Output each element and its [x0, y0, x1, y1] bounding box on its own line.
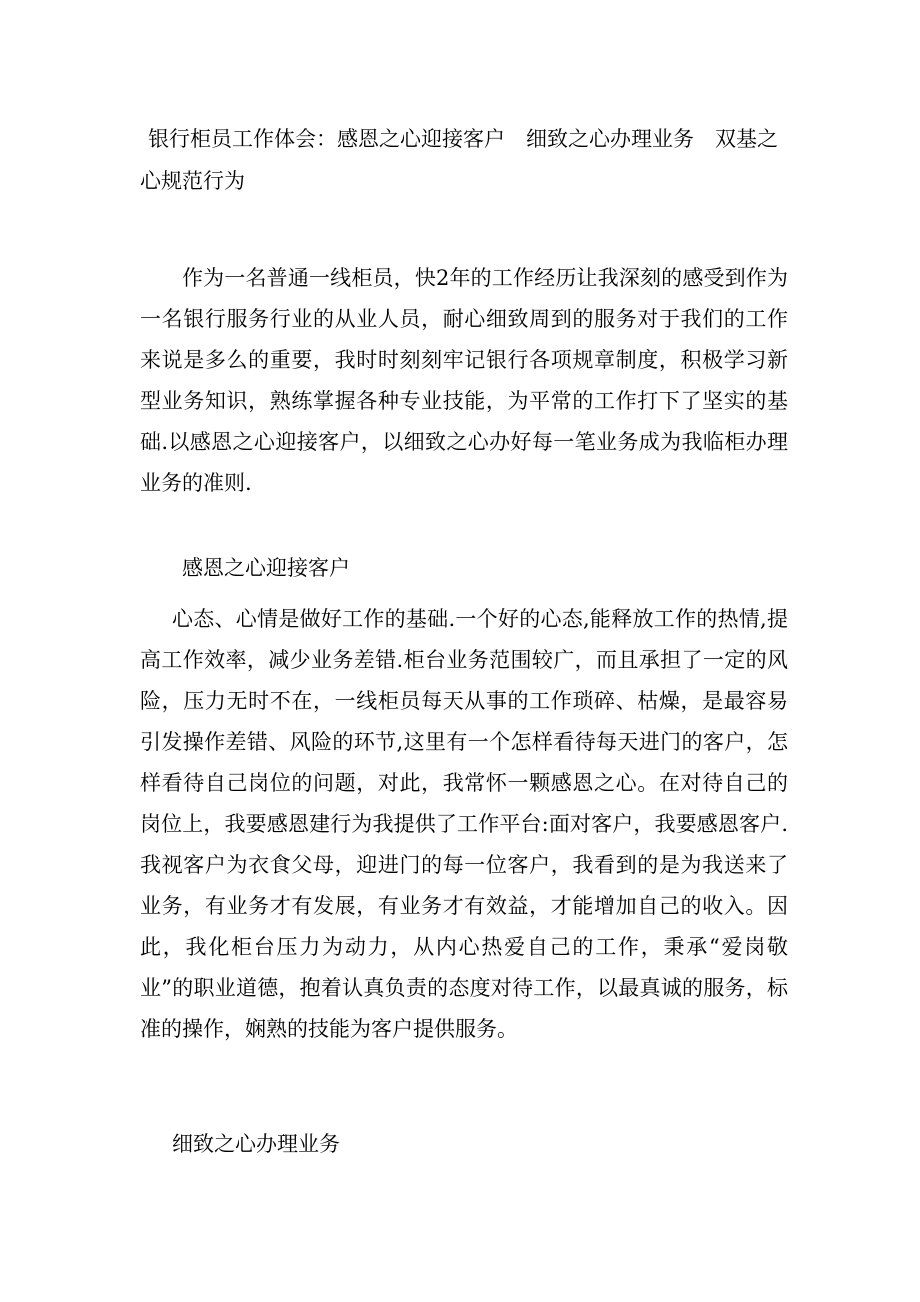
document-title: 银行柜员工作体会：感恩之心迎接客户 细致之心办理业务 双基之心规范行为: [140, 127, 778, 193]
section-heading-gratitude: 感恩之心迎接客户: [182, 556, 350, 580]
paragraph-gratitude: 心态、心情是做好工作的基础.一个好的心态,能释放工作的热情,提高工作效率，减少业务差错.柜台业务范围较广，而且承担了一定的风险，压力无时不在，一线柜员每天从事的工作琐碎、枯燥，是最容易引发操作差错、风险的环节,这里有一个怎样看待每天进门的客户，怎样看待自己岗位的问题，对此，我常怀一颗感恩之心。在对待自己的岗位上，我要感恩建行为我提供了工作平台:面对客户，我要感恩客户.我视客户为衣食父母，迎进门的每一位客户，我看到的是为我送来了业务，有业务才有发展，有业务才有效益，才能增加自己的收入。因此，我化柜台压力为动力，从内心热爱自己的工作，秉承“爱岗敬业”的职业道德，抱着认真负责的态度对待工作，以最真诚的服务，标准的操作，娴熟的技能为客户提供服务。: [140, 607, 788, 1041]
paragraph-intro: 作为一名普通一线柜员，快2年的工作经历让我深刻的感受到作为一名银行服务行业的从业人员，耐心细致周到的服务对于我们的工作来说是多么的重要，我时时刻刻牢记银行各项规章制度，积极学习新型业务知识，熟练掌握各种专业技能，为平常的工作打下了坚实的基础.以感恩之心迎接客户，以细致之心办好每一笔业务成为我临柜办理业务的准则.: [140, 266, 788, 495]
section-heading-meticulous: 细致之心办理业务: [172, 1132, 340, 1156]
